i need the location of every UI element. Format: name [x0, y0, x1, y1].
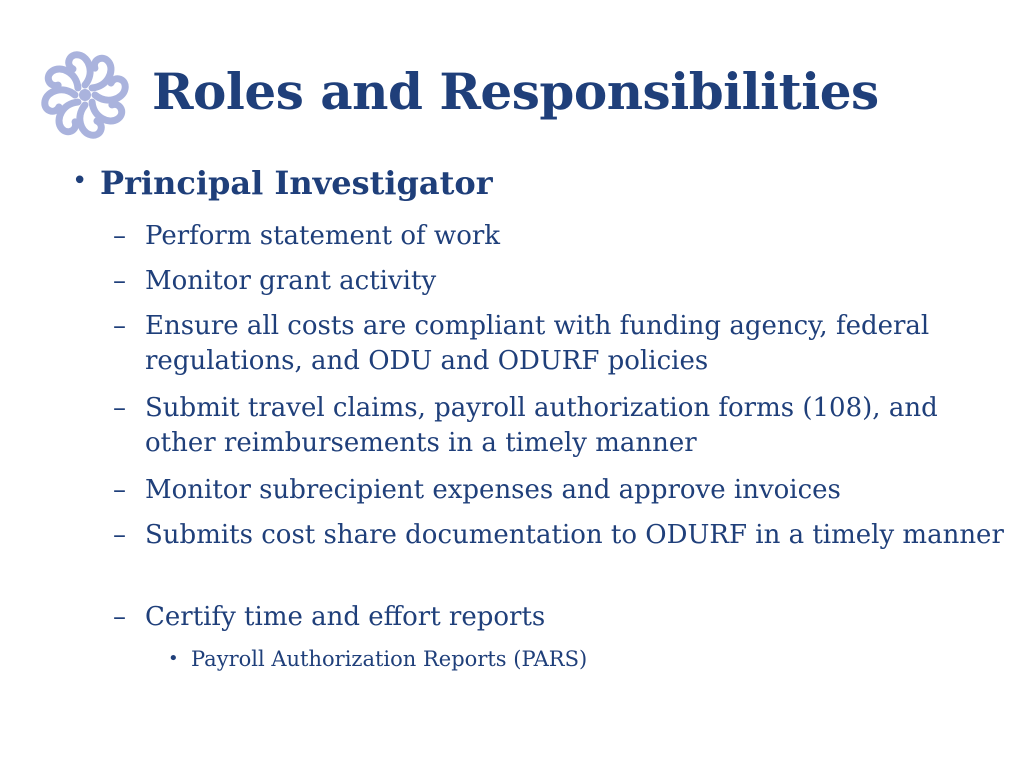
- dash-icon: –: [113, 311, 126, 341]
- dash-icon: –: [113, 393, 126, 423]
- dash-icon: –: [113, 602, 126, 632]
- bullet-icon: •: [168, 648, 179, 669]
- slide-title: Roles and Responsibilities: [152, 62, 879, 121]
- sub-sub-item: Payroll Authorization Reports (PARS): [191, 647, 588, 671]
- dash-icon: –: [113, 266, 126, 296]
- bullet-principal-investigator: Principal Investigator: [100, 164, 493, 202]
- sub-item: Submit travel claims, payroll authorization forms (108), and other reimbursements in a timely manner: [145, 393, 938, 458]
- dash-icon: –: [113, 520, 126, 550]
- sub-item: Certify time and effort reports: [145, 602, 546, 632]
- sub-item: Submits cost share documentation to ODURF in a timely manner: [145, 520, 1004, 550]
- bullet-icon: •: [72, 166, 88, 196]
- sub-item: Monitor subrecipient expenses and approve invoices: [145, 475, 841, 505]
- dash-icon: –: [113, 221, 126, 251]
- sub-item: Monitor grant activity: [145, 266, 437, 296]
- sub-item: Ensure all costs are compliant with funding agency, federal regulations, and ODU and ODURF policies: [145, 311, 930, 376]
- flower-swirl-icon: [30, 40, 140, 150]
- dash-icon: –: [113, 475, 126, 505]
- sub-item: Perform statement of work: [145, 221, 501, 251]
